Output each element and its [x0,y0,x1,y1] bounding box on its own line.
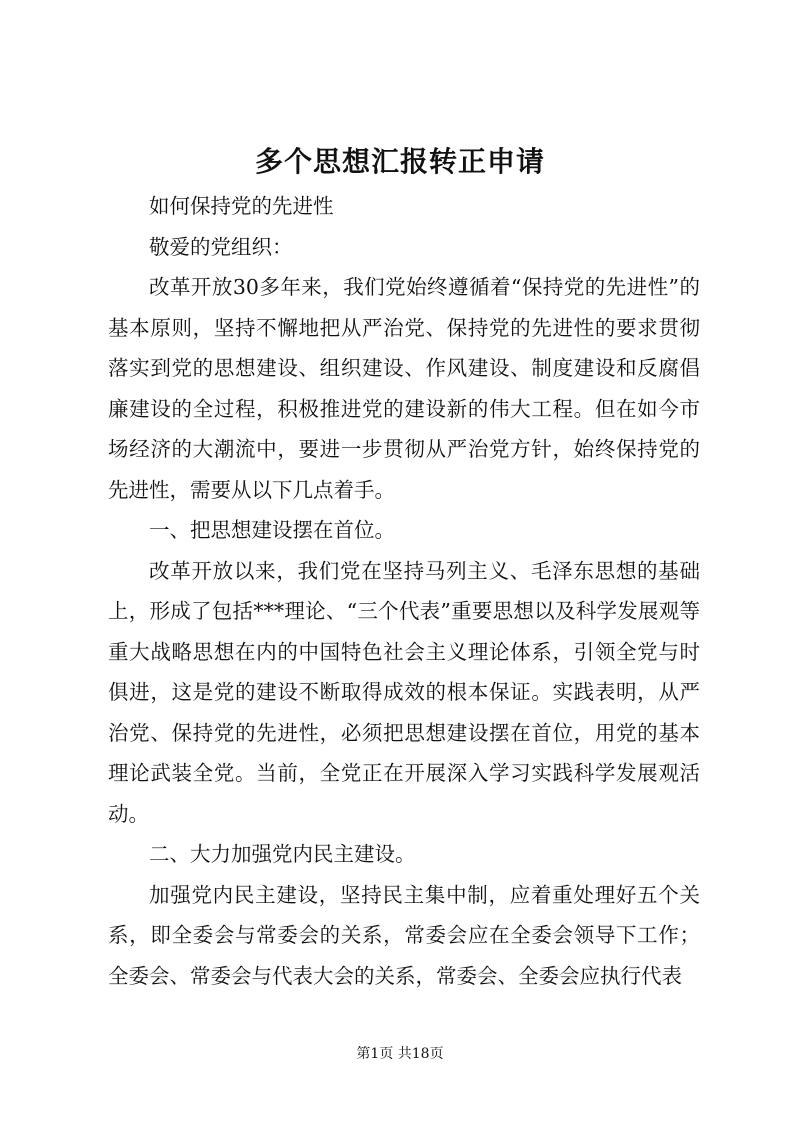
paragraph-intro: 改革开放30多年来，我们党始终遵循着“保持党的先进性”的基本原则，坚持不懈地把从严治党、保持党的先进性的要求贯彻落实到党的思想建设、组织建设、作风建设、制度建设和反腐倡廉建设的全过程，积极推进党的建设新的伟大工程。但在如今市场经济的大潮流中，要进一步贯彻从严治党方针，始终保持党的先进性，需要从以下几点着手。 [108,275,700,502]
paragraph-subject: 如何保持党的先进性 [149,194,334,218]
page-number-footer: 第1页 共18页 [356,1046,444,1062]
document-body [108,186,700,996]
section-heading-2: 二、大力加强党内民主建设。 [149,842,416,866]
paragraph-section-1: 改革开放以来，我们党在坚持马列主义、毛泽东思想的基础上，形成了包括***理论、“三个代表”重要思想以及科学发展观等重大战略思想在内的中国特色社会主义理论体系，引领全党与时俱进，这是党的建设不断取得成效的根本保证。实践表明，从严治党、保持党的先进性，必须把思想建设摆在首位，用党的基本理论武装全党。当前，全党正在开展深入学习实践科学发展观活动。 [108,558,700,826]
page-title: 多个思想汇报转正申请 [254,145,545,178]
paragraph-section-2: 加强党内民主建设，坚持民主集中制，应着重处理好五个关系，即全委会与常委会的关系，常委会应在全委会领导下工作；全委会、常委会与代表大会的关系，常委会、全委会应执行代表 [108,882,700,988]
section-heading-1: 一、把思想建设摆在首位。 [149,518,395,542]
paragraph-salutation: 敬爱的党组织： [149,234,293,259]
